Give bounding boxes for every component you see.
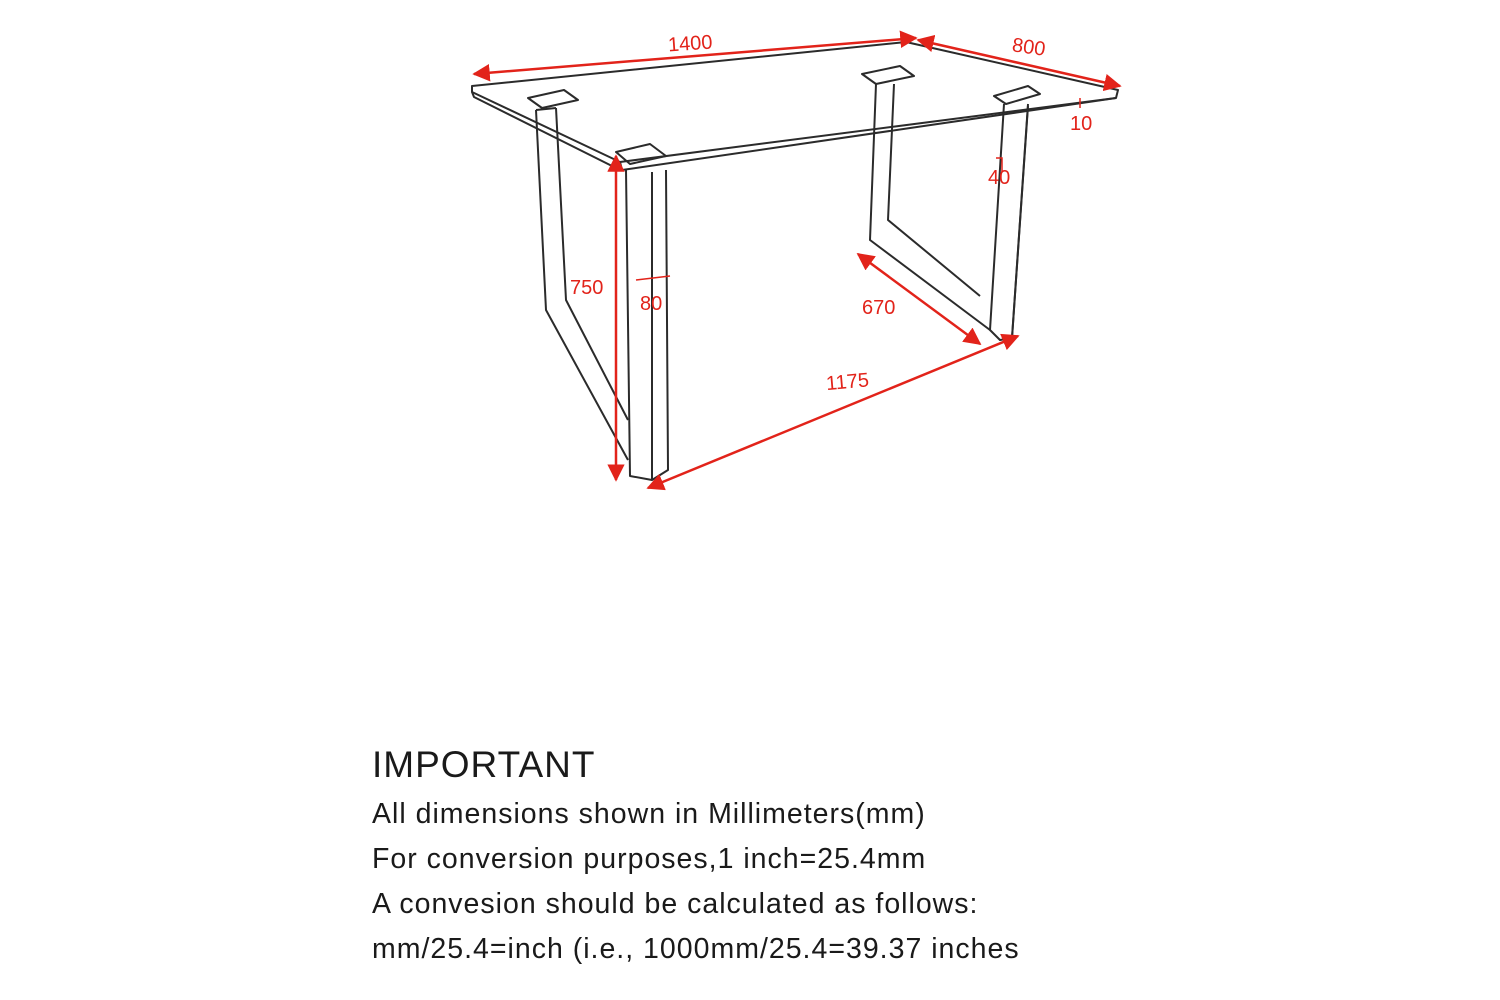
notes-heading: IMPORTANT [372,744,596,785]
dim-label-top-thickness: 10 [1070,113,1093,135]
notes-line-units: All dimensions shown in Millimeters(mm) [372,798,926,830]
important-notes [372,738,1372,972]
leg-back-left [528,90,628,460]
dim-label-top-width: 800 [1010,34,1047,61]
notes-line-example: mm/25.4=inch (i.e., 1000mm/25.4=39.37 inches [372,933,1020,965]
notes-line-method: A convesion should be calculated as follows: [372,888,979,920]
dimension-lines [474,38,1120,488]
dimension-labels [570,31,1092,395]
dim-line-1175 [648,336,1018,488]
dim-label-height: 750 [570,277,604,299]
leg-back-right [862,66,990,330]
dim-label-leg-span: 1175 [825,369,870,396]
table-top [472,42,1118,170]
dim-label-leg-width: 80 [640,293,663,315]
dim-label-leg-depth: 670 [862,297,896,319]
leg-front-right [990,86,1040,340]
notes-line-conversion: For conversion purposes,1 inch=25.4mm [372,843,927,875]
dim-label-leg-thickness: 40 [988,167,1011,189]
dim-label-top-length: 1400 [667,31,714,57]
